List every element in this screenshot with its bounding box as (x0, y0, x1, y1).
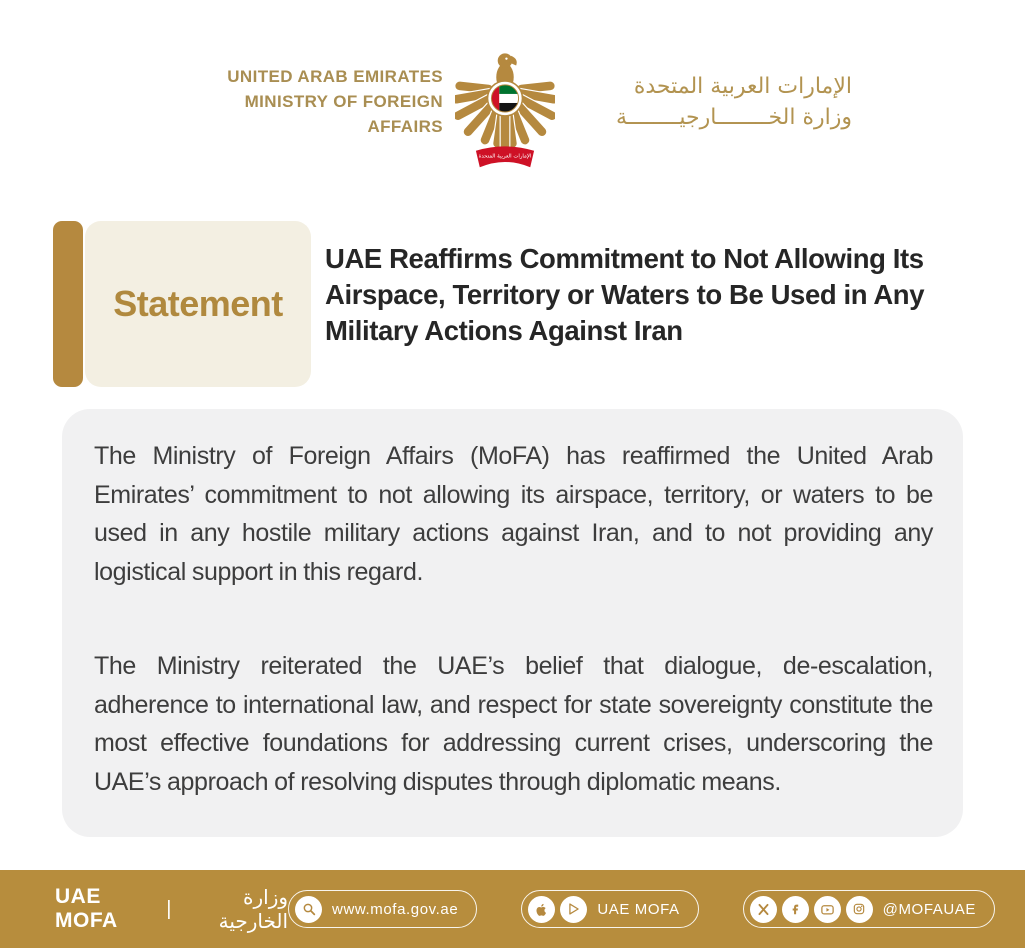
apps-label: UAE MOFA (597, 900, 680, 918)
org-ar-line2: وزارة الخــــــــارجيــــــــة (615, 104, 852, 130)
uae-falcon-emblem-icon (455, 48, 555, 181)
statement-paragraph-2: The Ministry reiterated the UAE’s belief that dialogue, de-escalation, adherence to international law, and respect for state sovereignty constitute the most effective foundations for addressing current crises, underscoring the UAE’s approach of resolving disputes through diplomatic means. (94, 652, 933, 796)
google-play-icon[interactable] (560, 896, 587, 923)
ministry-name-english (173, 64, 443, 139)
social-pill[interactable] (743, 890, 995, 928)
statement-badge-accent-bar (53, 221, 83, 387)
statement-badge (53, 221, 311, 387)
instagram-icon[interactable] (846, 896, 873, 923)
statement-paragraph-1: The Ministry of Foreign Affairs (MoFA) has reaffirmed the United Arab Emirates’ commitment to not allowing its airspace, territory, or waters to be used in any hostile military actions against Iran, and to not providing any logistical support in this regard. (94, 442, 933, 586)
header (0, 0, 1025, 181)
footer-bar (0, 870, 1025, 948)
x-icon[interactable] (750, 896, 777, 923)
apps-pill[interactable] (521, 890, 698, 928)
social-handle: @MOFAUAE (882, 900, 976, 918)
statement-header-row (53, 221, 1025, 387)
org-en-line2: MINISTRY OF FOREIGN AFFAIRS (244, 92, 443, 136)
footer-brand-separator: | (166, 897, 172, 920)
footer-brand-english: UAE MOFA (55, 885, 118, 932)
apple-icon[interactable] (528, 896, 555, 923)
statement-badge-label: Statement (113, 283, 283, 324)
facebook-icon[interactable] (782, 896, 809, 923)
website-url: www.mofa.gov.ae (332, 900, 459, 918)
statement-badge-panel (85, 221, 311, 387)
ministry-name-arabic (567, 71, 852, 133)
statement-body-card (62, 409, 963, 837)
org-ar-line1: الإمارات العربية المتحدة (633, 73, 852, 99)
website-pill[interactable] (288, 890, 477, 928)
svg-text:الإمارات العربية المتحدة: الإمارات العربية المتحدة (478, 153, 532, 160)
footer-brand-arabic: وزارة الخارجية (218, 885, 289, 933)
statement-title: UAE Reaffirms Commitment to Not Allowing Its Airspace, Territory or Waters to Be Used in Any Military Actions Against Iran (325, 243, 925, 346)
search-icon (295, 896, 322, 923)
footer-links (288, 890, 995, 928)
org-en-line1: UNITED ARAB EMIRATES (227, 67, 443, 86)
youtube-icon[interactable] (814, 896, 841, 923)
footer-brand (55, 885, 288, 933)
